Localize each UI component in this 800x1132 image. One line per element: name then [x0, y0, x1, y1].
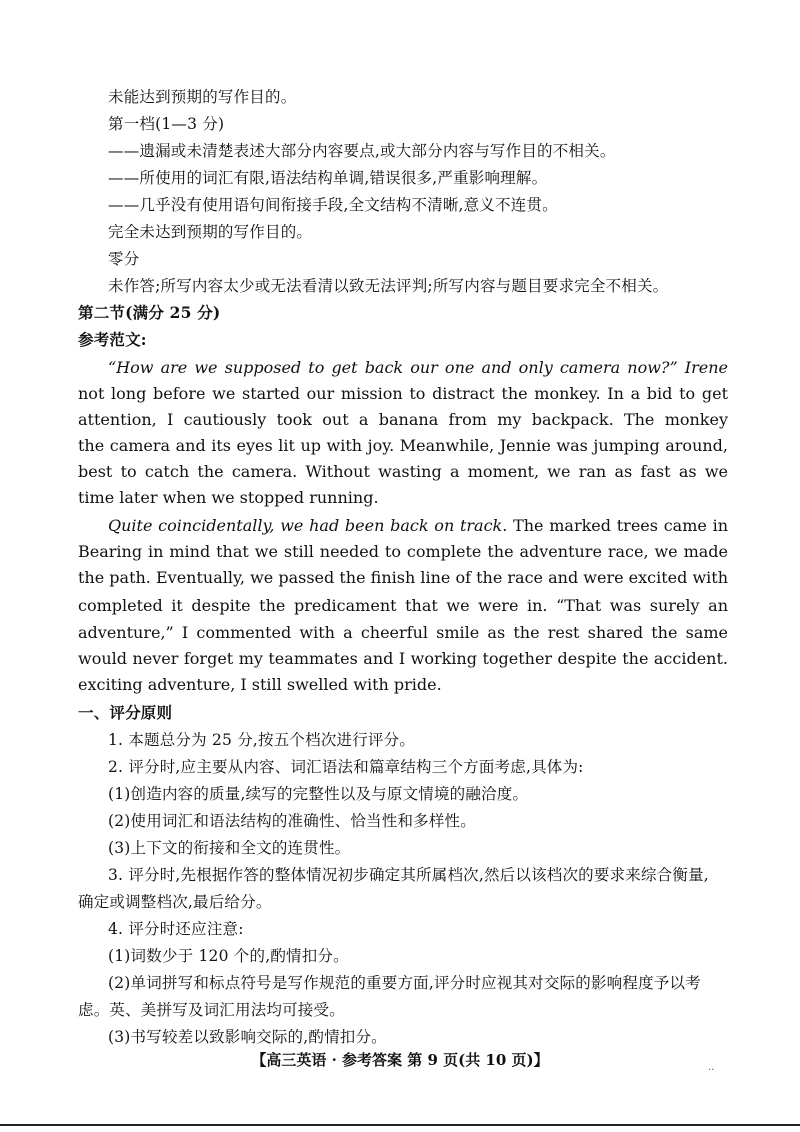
principle-2-sub-2: (2)使用词汇和语法结构的准确性、恰当性和多样性。 [108, 812, 476, 830]
essay-p2-line-1-rest: The marked trees came in [513, 516, 728, 535]
principle-3-line-2: 确定或调整档次,最后给分。 [78, 893, 272, 911]
grade1-title: 第一档(1—3 分) [108, 115, 225, 133]
grade1-intro: 未能达到预期的写作目的。 [108, 88, 297, 106]
principle-4: 4. 评分时还应注意: [108, 920, 244, 938]
essay-p2-line-6: would never forget my teammates and I working together despite the accident. [78, 649, 728, 668]
grade1-item-3: ——几乎没有使用语句间衔接手段,全文结构不清晰,意义不连贯。 [108, 196, 558, 214]
essay-p2-line-5: adventure,” I commented with a cheerful smile as the rest shared the same [78, 623, 728, 642]
principle-1: 1. 本题总分为 25 分,按五个档次进行评分。 [108, 731, 416, 749]
principle-4-sub-2-line-1: (2)单词拼写和标点符号是写作规范的重要方面,评分时应视其对交际的影响程度予以考 [108, 974, 701, 992]
essay-p1-line-2: not long before we started our mission to distract the monkey. In a bid to get [78, 384, 728, 403]
essay-p2-line-7: exciting adventure, I still swelled with pride. [78, 675, 442, 694]
essay-p2-line-3: the path. Eventually, we passed the finish line of the race and were excited with [78, 568, 728, 587]
bottom-divider [0, 1124, 800, 1126]
page-footer: 【高三英语 · 参考答案 第 9 页(共 10 页)】 [251, 1051, 549, 1069]
principles-title: 一、评分原则 [78, 703, 173, 722]
essay-p1-line-5: best to catch the camera. Without wasting a moment, we ran as fast as we [78, 462, 728, 481]
principle-2-sub-3: (3)上下文的衔接和全文的连贯性。 [108, 839, 351, 857]
grade1-item-2: ——所使用的词汇有限,语法结构单调,错误很多,严重影响理解。 [108, 169, 548, 187]
section2-title: 第二节(满分 25 分) [78, 303, 221, 322]
essay-p2-line-4: completed it despite the predicament that we were in. “That was surely an [78, 596, 728, 615]
essay-p2-line-2: Bearing in mind that we still needed to complete the adventure race, we made [78, 542, 728, 561]
essay-p1-opening-quote: “How are we supposed to get back our one and only camera now?” Irene [108, 358, 728, 377]
zero-title: 零分 [108, 250, 140, 268]
footer-dots: .. [708, 1062, 715, 1073]
sample-essay-label: 参考范文: [78, 330, 147, 349]
principle-2: 2. 评分时,应主要从内容、词汇语法和篇章结构三个方面考虑,具体为: [108, 758, 584, 776]
grade1-item-1: ——遗漏或未清楚表述大部分内容要点,或大部分内容与写作目的不相关。 [108, 142, 616, 160]
essay-p1-line-3: attention, I cautiously took out a banana from my backpack. The monkey [78, 410, 728, 429]
principle-4-sub-2-line-2: 虑。英、美拼写及词汇用法均可接受。 [78, 1001, 345, 1019]
essay-p1-line-6: time later when we stopped running. [78, 488, 379, 507]
principle-4-sub-3: (3)书写较差以致影响交际的,酌情扣分。 [108, 1028, 387, 1046]
principle-3-line-1: 3. 评分时,先根据作答的整体情况初步确定其所属档次,然后以该档次的要求来综合衡量, [108, 866, 709, 884]
zero-text: 未作答;所写内容太少或无法看清以致无法评判;所写内容与题目要求完全不相关。 [108, 277, 669, 295]
principle-4-sub-1: (1)词数少于 120 个的,酌情扣分。 [108, 947, 349, 965]
essay-p1-line-4: the camera and its eyes lit up with joy. Meanwhile, Jennie was jumping around, [78, 436, 728, 455]
principle-2-sub-1: (1)创造内容的质量,续写的完整性以及与原文情境的融洽度。 [108, 785, 529, 803]
essay-p1-line-1 [108, 357, 728, 379]
grade1-summary: 完全未达到预期的写作目的。 [108, 223, 313, 241]
essay-p2-opening-quote: Quite coincidentally, we had been back on track. [108, 516, 508, 535]
essay-p2-line-1 [108, 515, 728, 537]
